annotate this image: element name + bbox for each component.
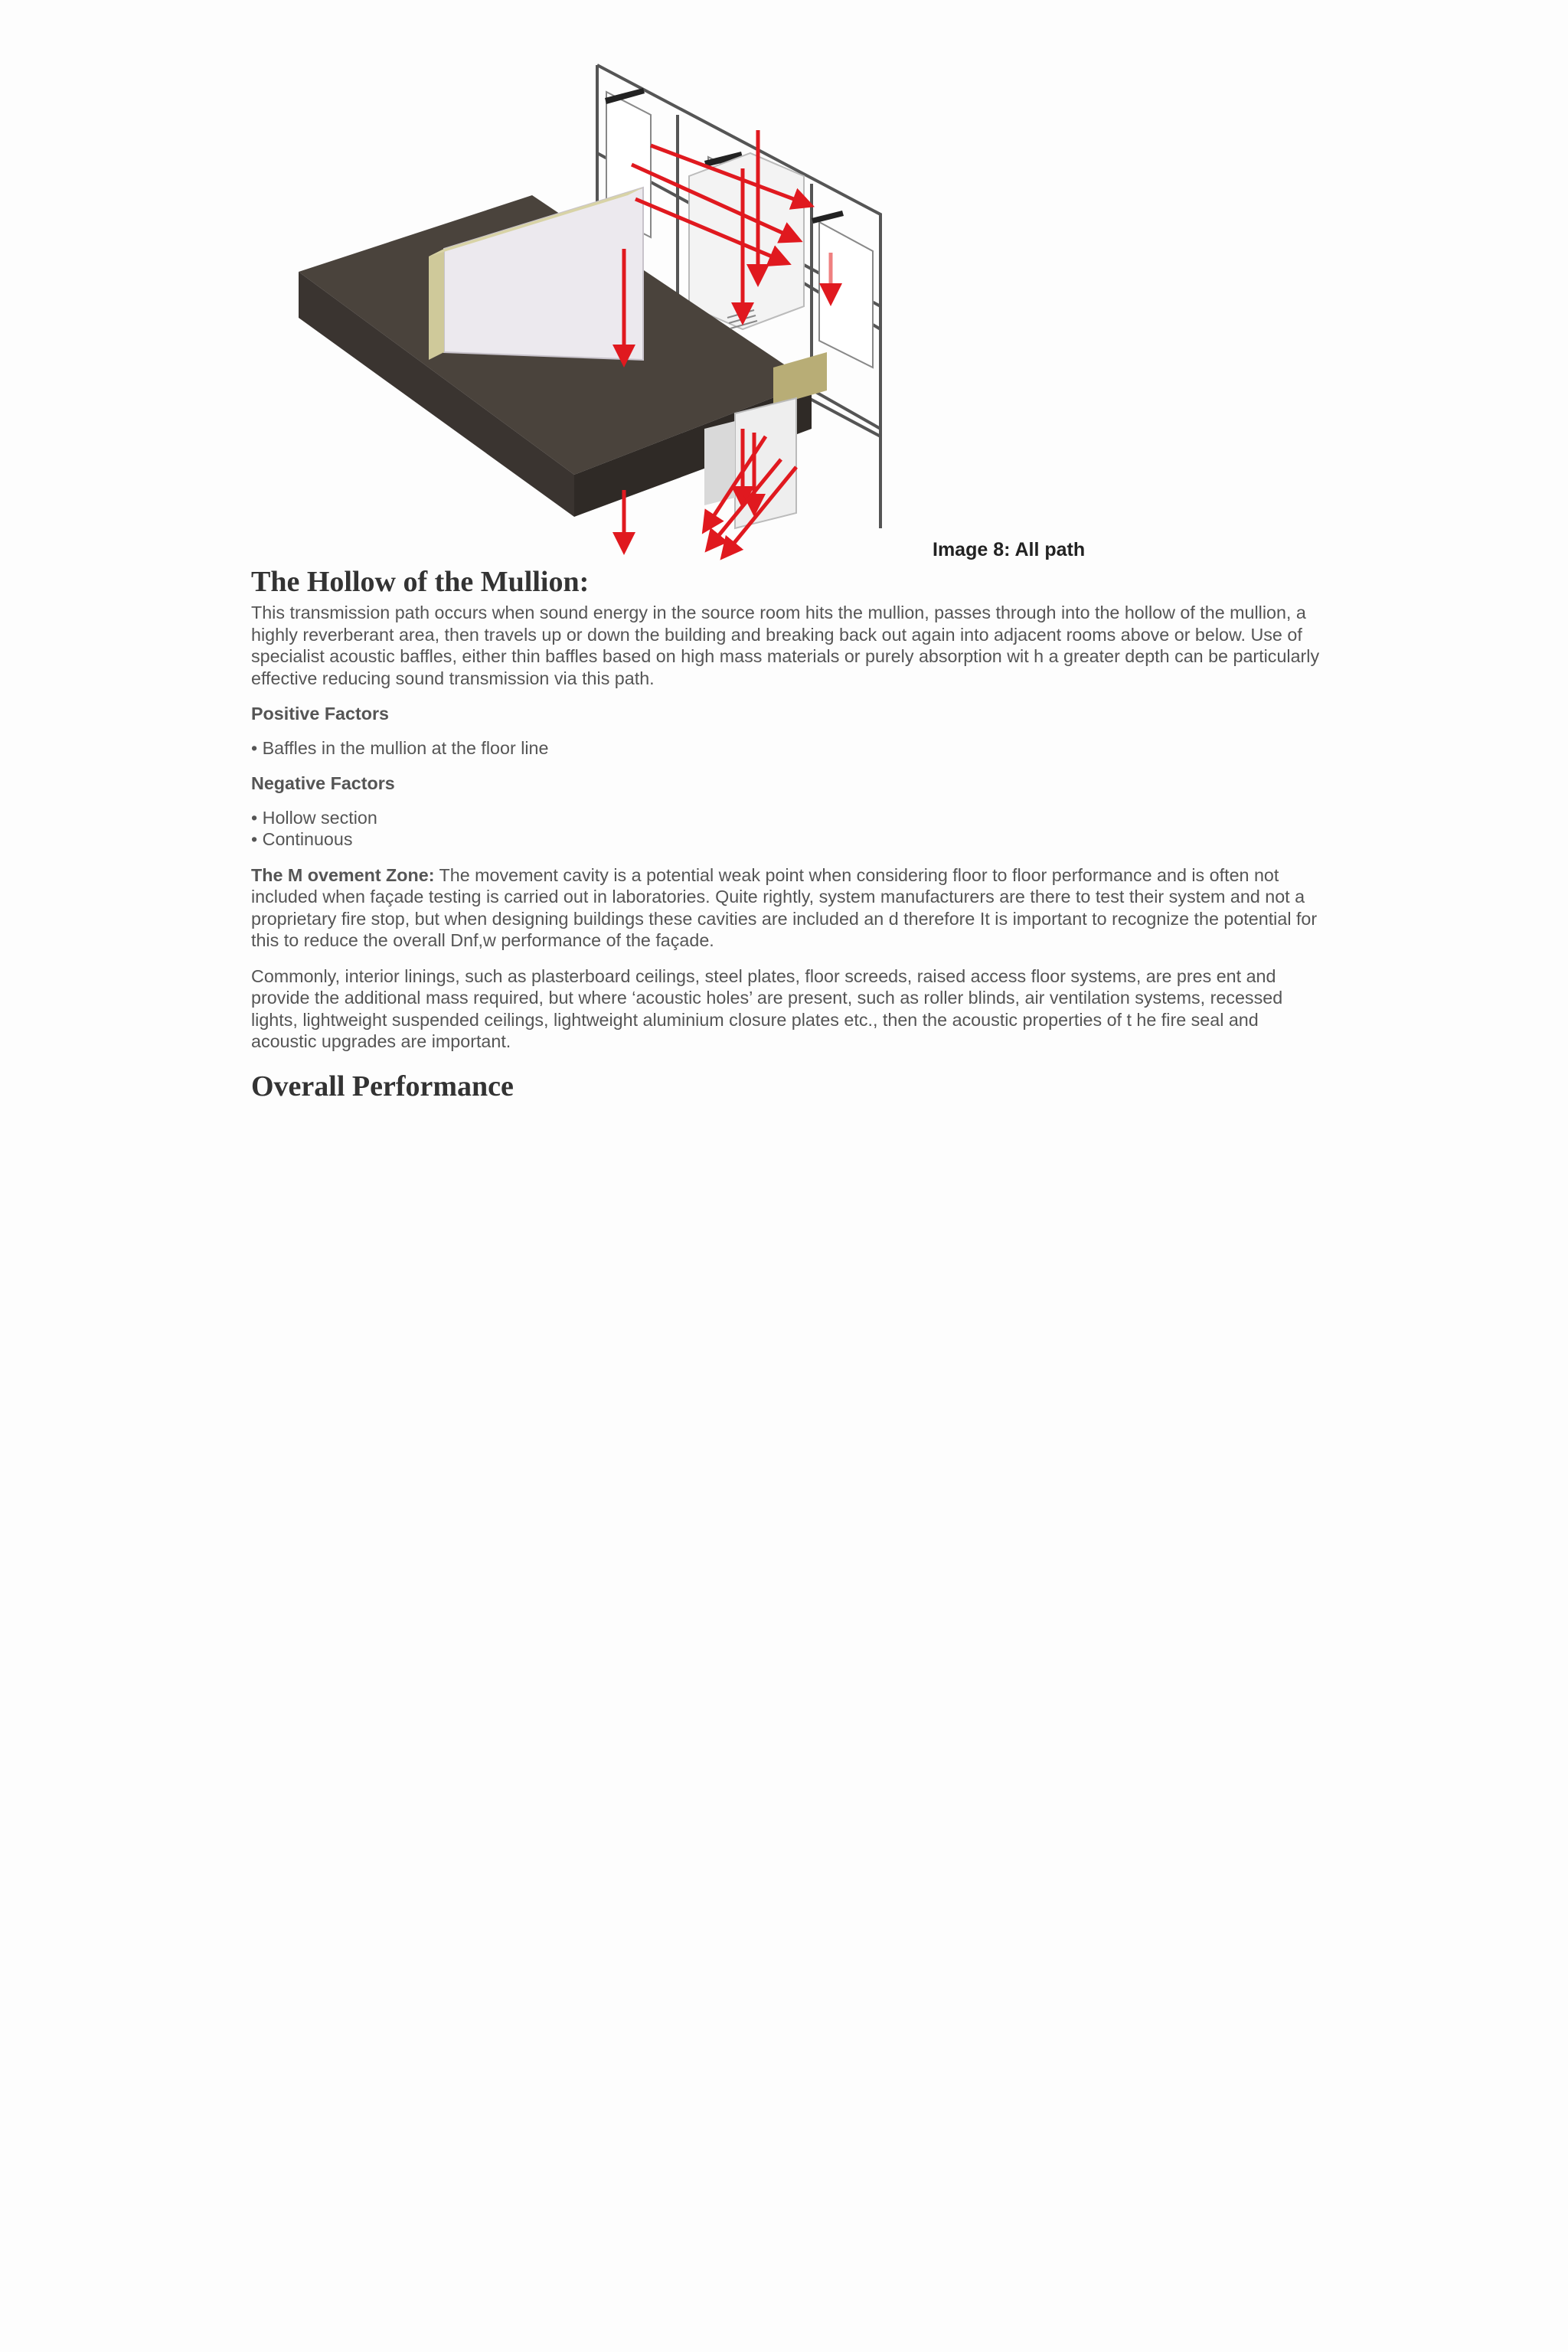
edge-insulation xyxy=(773,352,827,406)
intro-paragraph: This transmission path occurs when sound energy in the source room hits the mullion, passes through into the hollow of the mullion, a highly reverberant area, then travels up or down the building and breaking back out again into adjacent rooms above or below. Use of specialist acoustic baffles, either thin baffles based on high mass materials or purely absorption wit h a greater depth can be particularly effective reducing sound transmission via this path. xyxy=(251,603,1320,688)
figure-caption: Image 8: All path xyxy=(933,539,1086,560)
negative-factors-heading: Negative Factors xyxy=(251,773,395,793)
movement-zone-text: The movement cavity is a potential weak point when considering floor to floor performance and is often not included when façade testing is carried out in laboratories. Quite rightly, system manufacturers are there to test their system and not a proprietary fire stop, but when designing buildings these cavities are included an d therefore It is important to recognize the potential for this to reduce the overall Dnf,w performance of the façade. xyxy=(251,864,1318,950)
movement-zone-lead: The M ovement Zone: xyxy=(251,864,435,885)
positive-factors-list xyxy=(251,737,1320,760)
section-title-overall-performance: Overall Performance xyxy=(251,1070,514,1102)
list-item: • Continuous xyxy=(251,829,353,849)
positive-factors-heading: Positive Factors xyxy=(251,704,389,724)
movement-zone-paragraph xyxy=(251,864,1320,952)
article-body xyxy=(251,562,1320,1106)
list-item: • Baffles in the mullion at the floor line xyxy=(251,737,549,758)
list-item: • Hollow section xyxy=(251,807,377,828)
partition-insulation xyxy=(429,249,444,360)
acoustic-path-illustration xyxy=(276,46,965,582)
facade-diagram-svg xyxy=(276,46,965,582)
section-title-hollow-mullion: The Hollow of the Mullion: xyxy=(251,566,590,598)
negative-factors-list xyxy=(251,807,1320,851)
commonly-paragraph: Commonly, interior linings, such as plasterboard ceilings, steel plates, floor screeds, raised access floor systems, are pres ent and provide the additional mass required, but where ‘acoustic holes’ are present, such as roller blinds, air ventilation systems, recessed lights, lightweight suspended ceilings, lightweight aluminium closure plates etc., then the acoustic properties of t he fire seal and acoustic upgrades are important. xyxy=(251,965,1283,1051)
